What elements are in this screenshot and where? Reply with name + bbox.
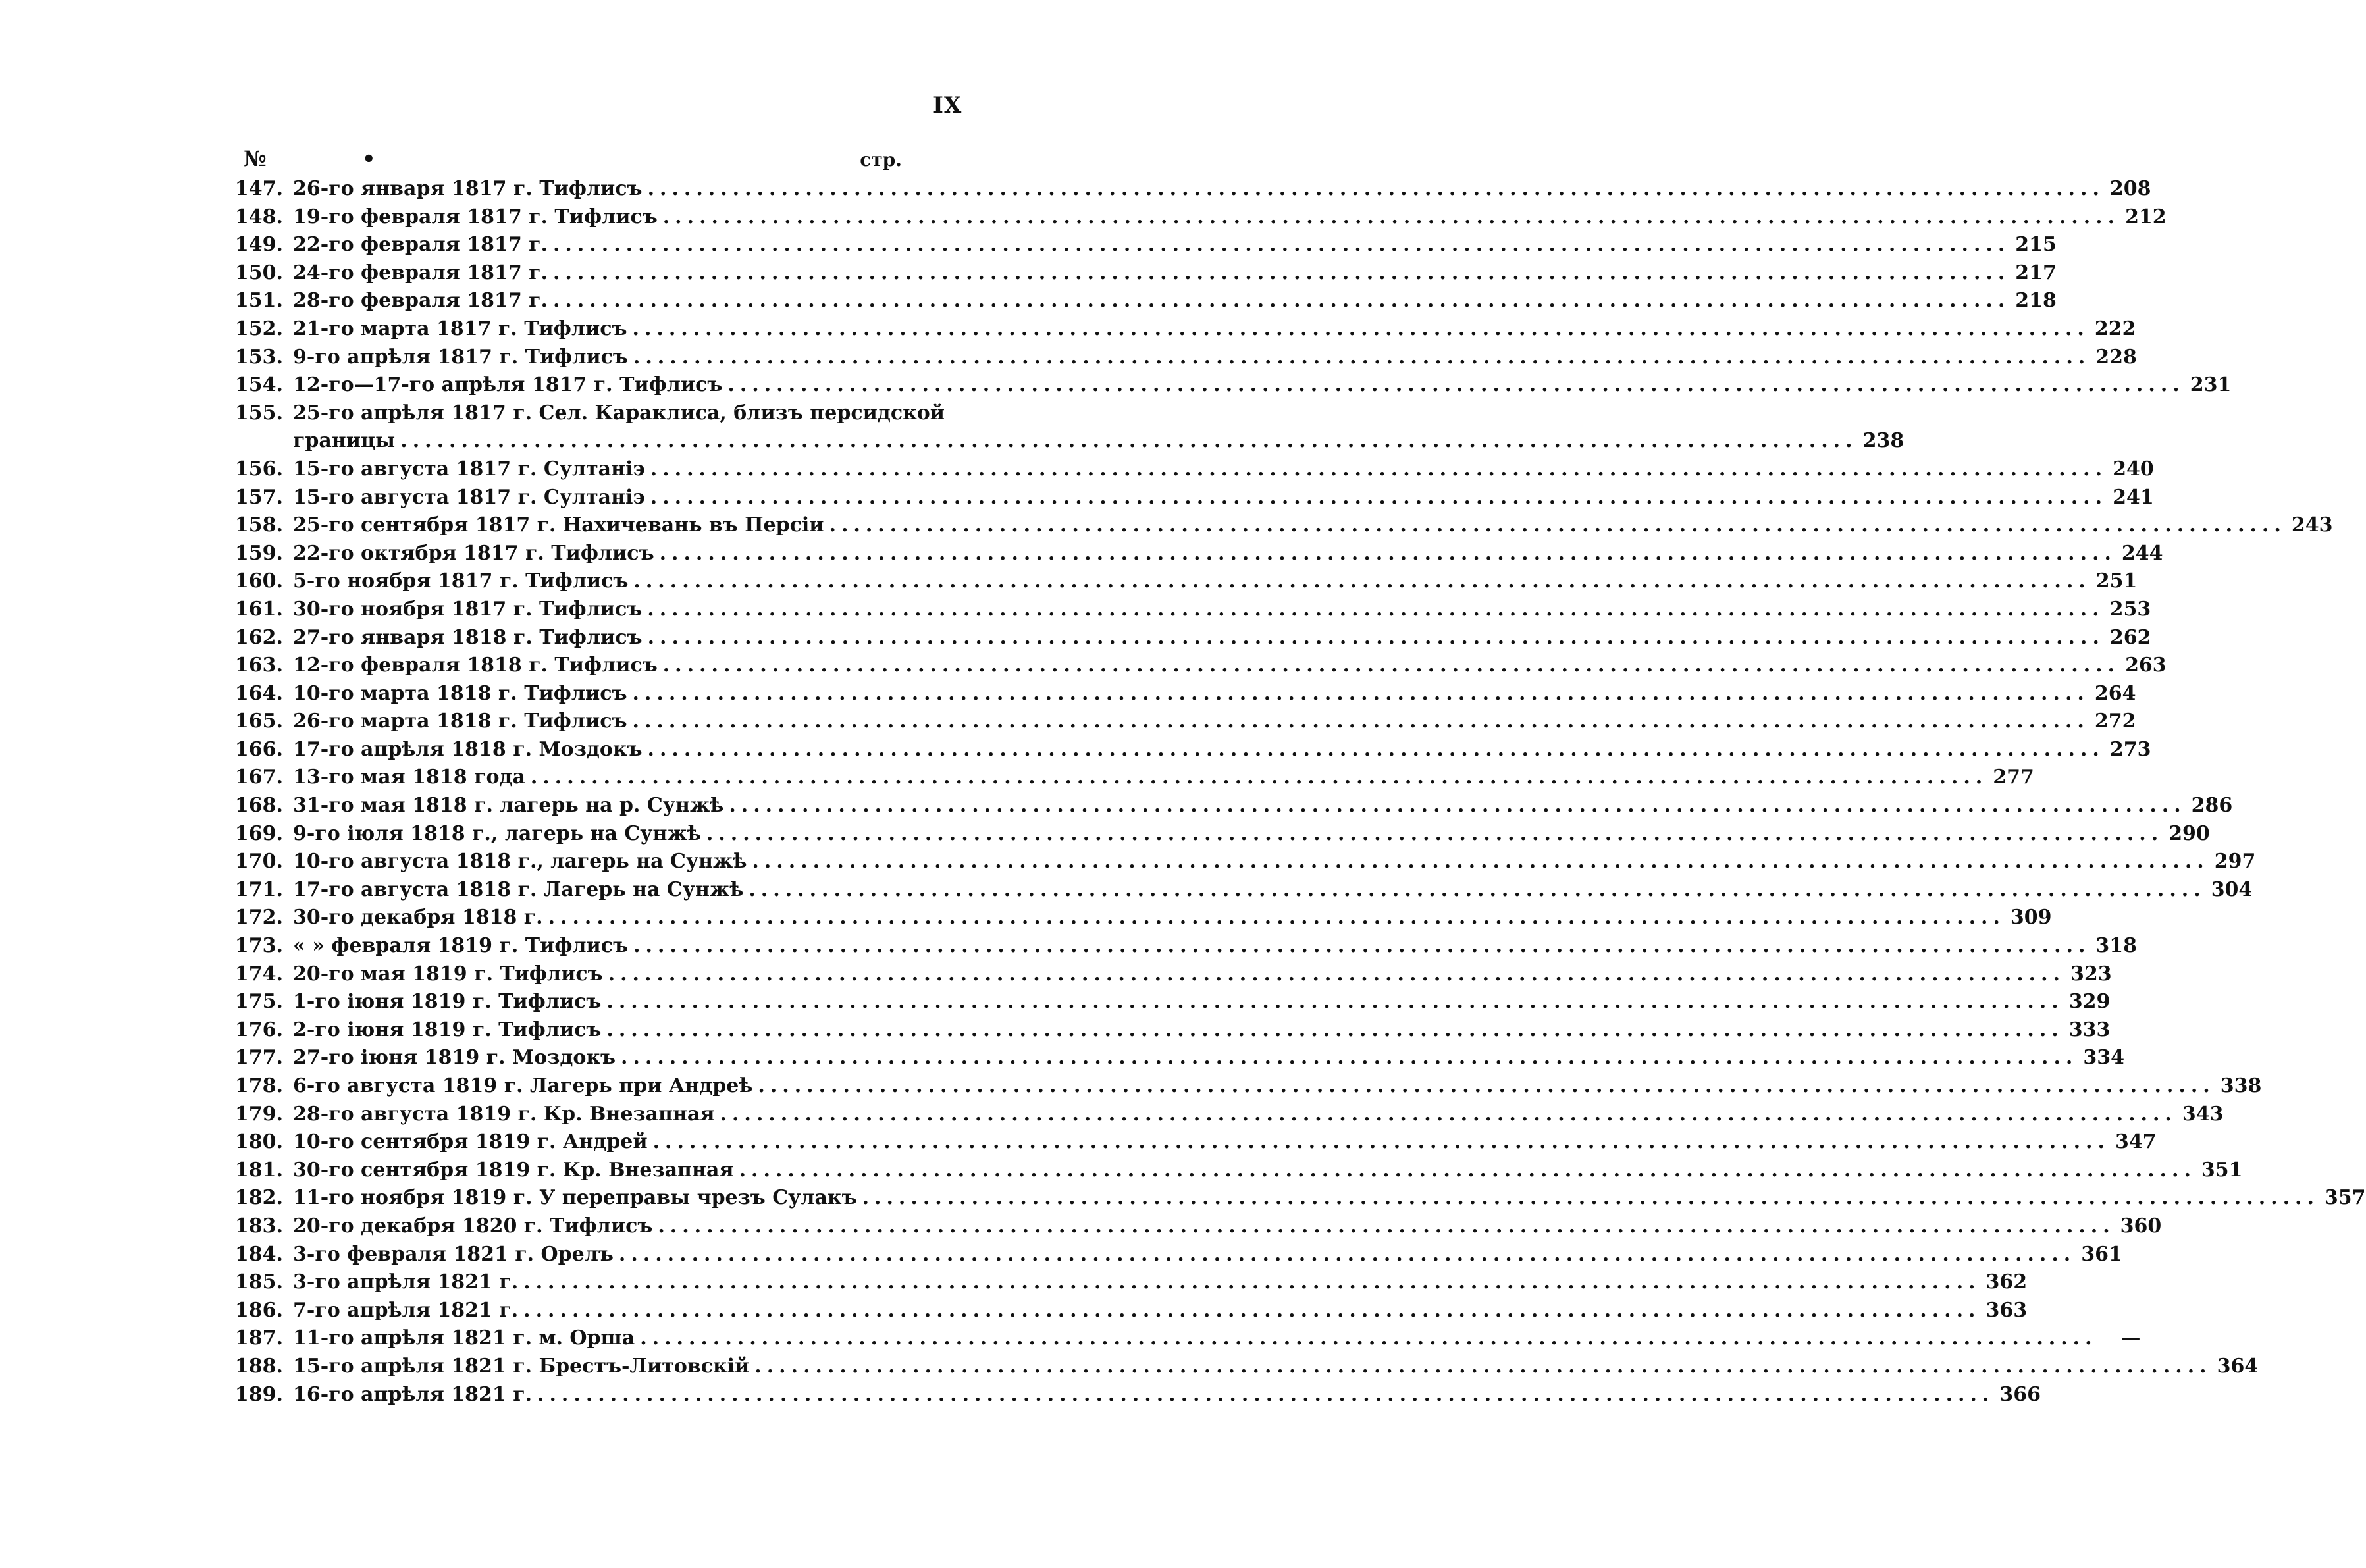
entry-number: 154. bbox=[234, 373, 283, 397]
entry-text: 5-го ноября 1817 г. Тифлисъ bbox=[293, 569, 629, 593]
dot-leader: ........................................................................................................................ bbox=[754, 1354, 2212, 1378]
entry-body bbox=[293, 624, 2151, 652]
entry-body bbox=[293, 932, 2138, 960]
entry-text: 1-го іюня 1819 г. Тифлисъ bbox=[293, 990, 602, 1014]
entry-page: 338 bbox=[2220, 1074, 2262, 1097]
dot-leader: ........................................................................................................................ bbox=[552, 233, 2011, 257]
entry-page: 366 bbox=[1999, 1382, 2041, 1406]
dot-leader: ........................................................................................................................ bbox=[608, 962, 2065, 985]
toc-entry bbox=[234, 203, 2167, 232]
entry-body bbox=[293, 567, 2138, 596]
entry-number: 167. bbox=[234, 766, 283, 789]
entry-page: 304 bbox=[2211, 877, 2253, 901]
entry-text: 30-го ноября 1817 г. Тифлисъ bbox=[293, 597, 643, 621]
entry-body bbox=[293, 540, 2163, 568]
entry-text: 15-го августа 1817 г. Султаніэ bbox=[293, 457, 645, 481]
number-column-header: № bbox=[244, 146, 267, 171]
entry-body bbox=[293, 792, 2233, 820]
toc-entry bbox=[234, 1072, 2262, 1101]
entry-number: 174. bbox=[234, 962, 283, 985]
entry-text: 31-го мая 1818 г. лагерь на р. Сунжѣ bbox=[293, 794, 724, 818]
dot-leader: ........................................................................................................................ bbox=[633, 345, 2091, 369]
entry-page: 212 bbox=[2125, 205, 2167, 228]
entry-page: 222 bbox=[2094, 317, 2136, 340]
entry-number: 150. bbox=[234, 261, 283, 284]
entry-body bbox=[293, 231, 2057, 259]
entry-body bbox=[293, 764, 2034, 792]
entry-text: 2-го іюня 1819 г. Тифлисъ bbox=[293, 1018, 602, 1041]
entry-number: 153. bbox=[234, 345, 283, 369]
entry-text: границы bbox=[293, 429, 396, 453]
entry-text: 21-го марта 1817 г. Тифлисъ bbox=[293, 317, 627, 340]
toc-entry bbox=[234, 624, 2151, 652]
entry-body bbox=[293, 484, 2154, 512]
dot-leader: ........................................................................................................................ bbox=[621, 1046, 2078, 1070]
entry-body bbox=[293, 456, 2154, 484]
entry-body bbox=[293, 1353, 2259, 1381]
entry-number: 178. bbox=[234, 1074, 283, 1097]
entry-page: 290 bbox=[2169, 822, 2210, 845]
entry-page: 363 bbox=[1985, 1298, 2028, 1322]
toc-entry bbox=[234, 904, 2052, 932]
toc-entry bbox=[234, 652, 2167, 680]
entry-number: 161. bbox=[234, 597, 283, 621]
entry-body bbox=[293, 1157, 2243, 1185]
entry-number: 147. bbox=[234, 177, 283, 200]
toc-entry bbox=[234, 932, 2138, 960]
entry-text: 16-го апрѣля 1821 г. bbox=[293, 1382, 533, 1406]
entry-page: 208 bbox=[2109, 177, 2151, 200]
entry-number: 181. bbox=[234, 1158, 283, 1182]
dot-leader: ........................................................................................................................ bbox=[662, 654, 2120, 677]
toc-entry bbox=[234, 820, 2210, 849]
dot-leader: ........................................................................................................................ bbox=[647, 625, 2105, 649]
entry-number: 155. bbox=[234, 401, 283, 425]
toc-entry bbox=[234, 1101, 2224, 1129]
toc-entry bbox=[234, 736, 2151, 764]
entry-page: 343 bbox=[2182, 1102, 2224, 1126]
dot-leader: ........................................................................................................................ bbox=[537, 1382, 1995, 1406]
entry-text: 11-го апрѣля 1821 г. м. Орша bbox=[293, 1326, 635, 1350]
entry-body bbox=[293, 1213, 2162, 1241]
dot-leader: ........................................................................................................................ bbox=[632, 681, 2090, 705]
entry-text: 15-го августа 1817 г. Султаніэ bbox=[293, 485, 645, 509]
toc-entry bbox=[234, 680, 2136, 708]
entry-body bbox=[293, 203, 2167, 232]
entry-text: 10-го марта 1818 г. Тифлисъ bbox=[293, 681, 627, 705]
entry-text: 20-го мая 1819 г. Тифлисъ bbox=[293, 962, 603, 985]
entry-text: 26-го марта 1818 г. Тифлисъ bbox=[293, 710, 627, 733]
toc-entry bbox=[234, 567, 2138, 596]
entry-body bbox=[293, 904, 2052, 932]
dot-leader: ........................................................................................................................ bbox=[606, 990, 2064, 1014]
entry-body bbox=[293, 820, 2210, 849]
entry-body bbox=[293, 1072, 2262, 1101]
entry-body bbox=[293, 848, 2256, 876]
entry-text: 7-го апрѣля 1821 г. bbox=[293, 1298, 519, 1322]
toc-entry bbox=[234, 988, 2111, 1016]
entry-body bbox=[293, 371, 2232, 400]
toc-entry bbox=[234, 792, 2233, 820]
entry-page: 351 bbox=[2201, 1158, 2243, 1182]
entry-number: 171. bbox=[234, 877, 283, 901]
entry-page: 272 bbox=[2094, 710, 2136, 733]
entry-body bbox=[293, 708, 2136, 736]
toc-entry bbox=[234, 960, 2112, 989]
entry-page: 361 bbox=[2081, 1242, 2122, 1266]
entry-text: 19-го февраля 1817 г. Тифлисъ bbox=[293, 205, 658, 228]
entry-text: 3-го апрѣля 1821 г. bbox=[293, 1270, 519, 1294]
entry-body bbox=[293, 344, 2137, 372]
entry-page: 228 bbox=[2095, 345, 2137, 369]
entry-text: 26-го января 1817 г. Тифлисъ bbox=[293, 177, 643, 200]
entry-number: 158. bbox=[234, 513, 283, 537]
entry-text: 22-го февраля 1817 г. bbox=[293, 233, 548, 257]
entry-page: 318 bbox=[2095, 934, 2138, 958]
entry-body bbox=[293, 259, 2057, 288]
toc-entry bbox=[234, 848, 2256, 876]
entry-body bbox=[293, 1101, 2224, 1129]
entry-page: 215 bbox=[2015, 233, 2057, 257]
entry-number: 187. bbox=[234, 1326, 283, 1350]
toc-entry bbox=[234, 596, 2151, 624]
entry-number: 172. bbox=[234, 906, 283, 929]
entry-number: 166. bbox=[234, 737, 283, 761]
entry-text: 28-го февраля 1817 г. bbox=[293, 289, 548, 313]
toc-entries bbox=[234, 175, 2366, 1409]
entry-body bbox=[293, 876, 2253, 904]
toc-entry-continuation bbox=[234, 427, 1905, 456]
entry-body bbox=[293, 1241, 2122, 1269]
entry-body bbox=[293, 1128, 2157, 1157]
toc-entry bbox=[234, 344, 2137, 372]
dot-leader: ........................................................................................................................ bbox=[548, 906, 2005, 929]
entry-number: 169. bbox=[234, 822, 283, 845]
toc-entry bbox=[234, 1241, 2122, 1269]
entry-text: 27-го іюня 1819 г. Моздокъ bbox=[293, 1046, 616, 1070]
entry-page: 251 bbox=[2095, 569, 2138, 593]
entry-page: 357 bbox=[2324, 1186, 2366, 1210]
entry-text: 15-го апрѣля 1821 г. Брестъ-Литовскій bbox=[293, 1354, 750, 1378]
dot-leader: ........................................................................................................................ bbox=[739, 1158, 2196, 1182]
entry-page: 253 bbox=[2109, 597, 2151, 621]
entry-text: 9-го іюля 1818 г., лагерь на Сунжѣ bbox=[293, 822, 701, 845]
toc-entry bbox=[234, 1213, 2162, 1241]
entry-text: 20-го декабря 1820 г. Тифлисъ bbox=[293, 1214, 653, 1238]
entry-number: 173. bbox=[234, 934, 283, 958]
entry-page: 334 bbox=[2083, 1046, 2124, 1070]
entry-number: 177. bbox=[234, 1046, 283, 1070]
entry-page: 329 bbox=[2068, 990, 2111, 1014]
entry-body bbox=[293, 1324, 2141, 1353]
entry-body bbox=[293, 175, 2151, 203]
dot-leader: ........................................................................................................................ bbox=[640, 1326, 2097, 1350]
entry-page: 218 bbox=[2015, 289, 2057, 313]
entry-body bbox=[293, 1016, 2111, 1045]
dot-leader: ........................................................................................................................ bbox=[662, 205, 2120, 228]
entry-number: 182. bbox=[234, 1186, 283, 1210]
entry-text: « » февраля 1819 г. Тифлисъ bbox=[293, 934, 629, 958]
toc-entry bbox=[234, 540, 2163, 568]
dot-leader: ........................................................................................................................ bbox=[523, 1298, 1981, 1322]
entry-page: 231 bbox=[2190, 373, 2232, 397]
entry-page: 297 bbox=[2214, 850, 2256, 874]
entry-body bbox=[293, 287, 2057, 315]
toc-entry bbox=[234, 1297, 2028, 1325]
toc-entry bbox=[234, 231, 2057, 259]
table-of-contents bbox=[234, 146, 2366, 1409]
entry-number: 156. bbox=[234, 457, 283, 481]
entry-page: 362 bbox=[1985, 1270, 2028, 1294]
dot-leader: ........................................................................................................................ bbox=[650, 457, 2108, 481]
entry-page: 264 bbox=[2094, 681, 2136, 705]
entry-number: 168. bbox=[234, 794, 283, 818]
dot-leader: ........................................................................................................................ bbox=[400, 429, 1858, 453]
toc-entry bbox=[234, 484, 2154, 512]
entry-body bbox=[293, 315, 2136, 344]
entry-page: 333 bbox=[2068, 1018, 2111, 1041]
dot-leader: ........................................................................................................................ bbox=[758, 1074, 2215, 1097]
entry-text: 25-го сентября 1817 г. Нахичевань въ Персіи bbox=[293, 513, 824, 537]
entry-number: 163. bbox=[234, 654, 283, 677]
entry-body bbox=[293, 596, 2151, 624]
dot-leader: ........................................................................................................................ bbox=[632, 317, 2090, 340]
entry-number: 151. bbox=[234, 289, 283, 313]
entry-page: 273 bbox=[2109, 737, 2151, 761]
page-column-header: стр. bbox=[860, 149, 902, 170]
entry-text: 10-го августа 1818 г., лагерь на Сунжѣ bbox=[293, 850, 747, 874]
dot-leader: ........................................................................................................................ bbox=[752, 850, 2209, 874]
entry-page: 238 bbox=[1862, 429, 1905, 453]
entry-text: 3-го февраля 1821 г. Орелъ bbox=[293, 1242, 614, 1266]
entry-number: 157. bbox=[234, 485, 283, 509]
entry-number: 175. bbox=[234, 990, 283, 1014]
entry-page: 286 bbox=[2191, 794, 2233, 818]
toc-entry bbox=[234, 1184, 2366, 1213]
entry-page: 347 bbox=[2115, 1130, 2157, 1154]
entry-body bbox=[293, 1184, 2366, 1213]
entry-page: 241 bbox=[2113, 485, 2154, 509]
entry-number: 185. bbox=[234, 1270, 283, 1294]
entry-number: 186. bbox=[234, 1298, 283, 1322]
entry-page: 323 bbox=[2070, 962, 2112, 985]
entry-page: 277 bbox=[1993, 766, 2034, 789]
entry-text: 30-го декабря 1818 г. bbox=[293, 906, 543, 929]
entry-text: 6-го августа 1819 г. Лагерь при Андреѣ bbox=[293, 1074, 753, 1097]
entry-body bbox=[293, 427, 1905, 456]
entry-text: 13-го мая 1818 года bbox=[293, 766, 525, 789]
entry-page: 240 bbox=[2113, 457, 2154, 481]
entry-page: 263 bbox=[2125, 654, 2167, 677]
entry-text: 17-го августа 1818 г. Лагерь на Сунжѣ bbox=[293, 877, 744, 901]
toc-entry bbox=[234, 259, 2057, 288]
entry-number: 149. bbox=[234, 233, 283, 257]
toc-entry bbox=[234, 1324, 2141, 1353]
entry-text: 17-го апрѣля 1818 г. Моздокъ bbox=[293, 737, 643, 761]
entry-body bbox=[293, 1044, 2124, 1072]
toc-entry bbox=[234, 1016, 2111, 1045]
entry-number: 188. bbox=[234, 1354, 283, 1378]
dot-leader: ........................................................................................................................ bbox=[606, 1018, 2064, 1041]
toc-header bbox=[234, 146, 905, 175]
dot-leader: ........................................................................................................................ bbox=[727, 373, 2185, 397]
dot-leader: ........................................................................................................................ bbox=[633, 934, 2091, 958]
entry-body bbox=[293, 652, 2167, 680]
dot-leader: ........................................................................................................................ bbox=[523, 1270, 1981, 1294]
entry-number: 184. bbox=[234, 1242, 283, 1266]
toc-entry bbox=[234, 708, 2136, 736]
dot-leader: ........................................................................................................................ bbox=[530, 766, 1988, 789]
entry-page: 360 bbox=[2120, 1214, 2162, 1238]
dot-leader: ........................................................................................................................ bbox=[647, 177, 2105, 200]
entry-number: 180. bbox=[234, 1130, 283, 1154]
entry-text-line1: 25-го апрѣля 1817 г. Сел. Караклиса, близъ персидской bbox=[293, 401, 945, 425]
entry-number: 164. bbox=[234, 681, 283, 705]
toc-entry bbox=[234, 1044, 2124, 1072]
entry-text: 9-го апрѣля 1817 г. Тифлисъ bbox=[293, 345, 628, 369]
entry-number: 148. bbox=[234, 205, 283, 228]
toc-entry bbox=[234, 1157, 2243, 1185]
entry-page: 217 bbox=[2015, 261, 2057, 284]
entry-number: 152. bbox=[234, 317, 283, 340]
entry-text: 10-го сентября 1819 г. Андрей bbox=[293, 1130, 648, 1154]
entry-number: 170. bbox=[234, 850, 283, 874]
entry-page: 243 bbox=[2291, 513, 2333, 537]
entry-number: 179. bbox=[234, 1102, 283, 1126]
dot-leader: ........................................................................................................................ bbox=[829, 513, 2286, 537]
toc-entry bbox=[234, 764, 2034, 792]
toc-entry bbox=[234, 400, 945, 428]
toc-entry bbox=[234, 1128, 2157, 1157]
entry-text: 12-го—17-го апрѣля 1817 г. Тифлисъ bbox=[293, 373, 723, 397]
entry-page: 244 bbox=[2121, 541, 2163, 565]
toc-entry bbox=[234, 511, 2333, 540]
entry-body bbox=[293, 960, 2112, 989]
dot-leader: ........................................................................................................................ bbox=[552, 261, 2011, 284]
entry-text: 27-го января 1818 г. Тифлисъ bbox=[293, 625, 643, 649]
entry-text: 12-го февраля 1818 г. Тифлисъ bbox=[293, 654, 658, 677]
toc-entry bbox=[234, 1381, 2041, 1409]
entry-text: 28-го августа 1819 г. Кр. Внезапная bbox=[293, 1102, 715, 1126]
dot-leader: ........................................................................................................................ bbox=[632, 710, 2090, 733]
toc-entry bbox=[234, 1353, 2259, 1381]
entry-text: 30-го сентября 1819 г. Кр. Внезапная bbox=[293, 1158, 734, 1182]
dot-leader: ........................................................................................................................ bbox=[659, 541, 2116, 565]
dot-leader: ........................................................................................................................ bbox=[658, 1214, 2115, 1238]
entry-body bbox=[293, 1268, 2028, 1297]
toc-entry bbox=[234, 456, 2154, 484]
dot-leader: ........................................................................................................................ bbox=[552, 289, 2011, 313]
toc-entry bbox=[234, 315, 2136, 344]
dot-leader: ........................................................................................................................ bbox=[720, 1102, 2177, 1126]
page-number: IX bbox=[933, 92, 962, 118]
dot-leader: ........................................................................................................................ bbox=[650, 485, 2108, 509]
toc-entry bbox=[234, 175, 2151, 203]
entry-page: 309 bbox=[2010, 906, 2052, 929]
entry-body bbox=[293, 736, 2151, 764]
dot-leader: ........................................................................................................................ bbox=[706, 822, 2164, 845]
entry-page: — bbox=[2120, 1326, 2141, 1350]
toc-entry bbox=[234, 371, 2232, 400]
entry-body bbox=[293, 988, 2111, 1016]
dot-leader: ........................................................................................................................ bbox=[618, 1242, 2076, 1266]
toc-entry bbox=[234, 1268, 2028, 1297]
entry-body bbox=[293, 1297, 2028, 1325]
entry-number: 176. bbox=[234, 1018, 283, 1041]
entry-number: 183. bbox=[234, 1214, 283, 1238]
toc-entry bbox=[234, 287, 2057, 315]
entry-page: 262 bbox=[2109, 625, 2151, 649]
dot-leader: ........................................................................................................................ bbox=[862, 1186, 2319, 1210]
dot-leader: ........................................................................................................................ bbox=[749, 877, 2206, 901]
entry-number: 160. bbox=[234, 569, 283, 593]
entry-text: 24-го февраля 1817 г. bbox=[293, 261, 548, 284]
entry-page: 364 bbox=[2217, 1354, 2259, 1378]
entry-body bbox=[293, 511, 2333, 540]
entry-number: 159. bbox=[234, 541, 283, 565]
bullet-mark: • bbox=[362, 146, 376, 171]
dot-leader: ........................................................................................................................ bbox=[647, 597, 2105, 621]
entry-number: 189. bbox=[234, 1382, 283, 1406]
entry-body bbox=[293, 680, 2136, 708]
entry-text: 11-го ноября 1819 г. У переправы чрезъ Сулакъ bbox=[293, 1186, 857, 1210]
entry-body bbox=[293, 1381, 2041, 1409]
dot-leader: ........................................................................................................................ bbox=[729, 794, 2186, 818]
dot-leader: ........................................................................................................................ bbox=[647, 737, 2105, 761]
entry-number: 165. bbox=[234, 710, 283, 733]
entry-text: 22-го октября 1817 г. Тифлисъ bbox=[293, 541, 654, 565]
toc-entry bbox=[234, 876, 2253, 904]
entry-number: 162. bbox=[234, 625, 283, 649]
dot-leader: ........................................................................................................................ bbox=[633, 569, 2091, 593]
dot-leader: ........................................................................................................................ bbox=[652, 1130, 2110, 1154]
